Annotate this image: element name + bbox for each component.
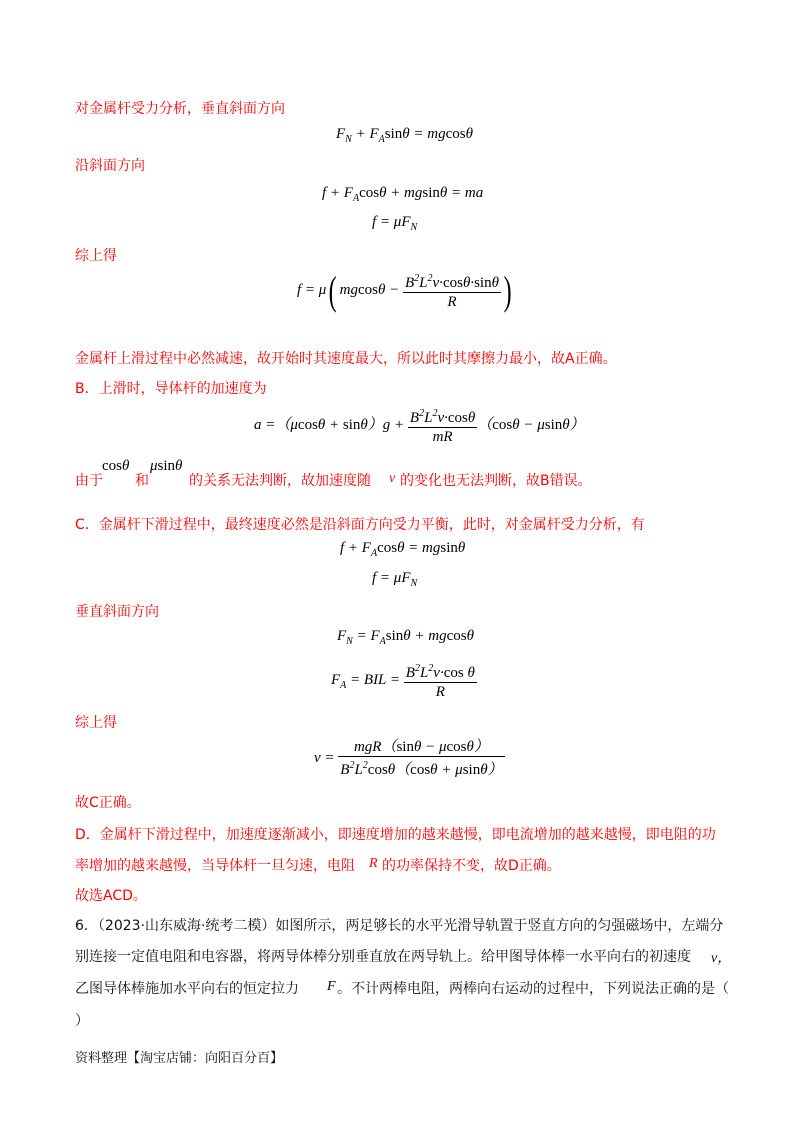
equation-acceleration: a =（μcosθ + sinθ）g + $\frac{B^2L^2v\cdot\cos\theta}{mR}$ （cosθ − μsinθ） xyxy=(254,405,585,446)
analysis-text-1: 对金属杆受力分析，垂直斜面方向 xyxy=(75,101,285,117)
analysis-text-4d: 的变化也无法判断，故B错误。 xyxy=(400,473,592,489)
analysis-text-2: 沿斜面方向 xyxy=(75,158,145,174)
var-v-initial: v， xyxy=(711,951,732,966)
question-6-line-2: 别连接一定值电阻和电容器，将两导体棒分别垂直放在两导轨上。给甲图导体棒一水平向右的初速度 xyxy=(75,949,691,965)
analysis-text-6: 综上得 xyxy=(75,715,117,731)
equation-balance: $f + F_A\cos\theta = mgsin\theta$ xyxy=(340,540,466,559)
final-answer: 故选ACD。 xyxy=(75,888,147,904)
question-6-line-3b: 。不计两棒电阻，两棒向右运动的过程中，下列说法正确的是（ xyxy=(337,981,729,997)
question-6-line-1: 6．（2023·山东威海·统考二模）如图所示，两足够长的水平光滑导轨置于竖直方向的匀强磁场中，左端分 xyxy=(75,918,724,934)
question-6-line-3a: 乙图导体棒施加水平向右的恒定拉力 xyxy=(75,981,299,997)
analysis-text-4c: 的关系无法判断，故加速度随 xyxy=(189,473,371,489)
option-c-text: C．金属杆下滑过程中，最终速度必然是沿斜面方向受力平衡，此时，对金属杆受力分析，有 xyxy=(75,517,645,533)
equation-normal-force-2: $F_N = F_A\sin\theta + mgcos\theta$ xyxy=(337,628,474,647)
equation-normal-force: $F_N + F_A\sin\theta = mgcos\theta$ xyxy=(336,126,473,145)
equation-along-slope: $f + F_A\cos\theta + mgsin\theta$ = ma xyxy=(322,185,484,204)
conclusion-c: 故C正确。 xyxy=(75,795,141,811)
footer-source: 资料整理【淘宝店铺：向阳百分百】 xyxy=(75,1051,284,1066)
option-d-text-2b: 的功率保持不变，故D正确。 xyxy=(382,858,561,874)
analysis-text-4a: 由于 xyxy=(75,473,103,489)
var-v: v xyxy=(389,471,396,486)
equation-friction-2: $f = \mu F_N$ xyxy=(372,570,418,589)
option-d-text-2a: 率增加的越来越慢，当导体杆一旦匀速，电阻 xyxy=(75,858,355,874)
equation-terminal-velocity: v = $\frac{\text{mgR（sinθ − μcosθ）}}{B^2L^2\cos\theta(\cos\theta + \mu\sin\theta)}$ xyxy=(314,739,503,778)
equation-friction-result: f = μ( mgcosθ − $\frac{B^2L^2v\cdot\cos\theta\cdot\sin\theta}{R}$ ) xyxy=(297,267,512,313)
var-f: F xyxy=(327,979,336,994)
option-b-text: B．上滑时，导体杆的加速度为 xyxy=(75,381,267,397)
term-mu-sin-theta: μsinθ xyxy=(150,458,183,474)
analysis-text-3: 综上得 xyxy=(75,248,117,264)
analysis-text-5: 垂直斜面方向 xyxy=(75,604,159,620)
var-r: R xyxy=(369,856,378,871)
term-cos-theta: cosθ xyxy=(102,458,130,474)
conclusion-a: 金属杆上滑过程中必然减速，故开始时其速度最大，所以此时其摩擦力最小，故A正确。 xyxy=(75,351,617,367)
option-d-text-1: D．金属杆下滑过程中，加速度逐渐减小，即速度增加的越来越慢，即电流增加的越来越慢，即电阻的功 xyxy=(75,827,716,843)
equation-friction: $f = \mu F_N$ xyxy=(372,214,418,233)
analysis-text-4b: 和 xyxy=(135,473,149,489)
equation-ampere-force: $F_A$ = BIL = $\frac{B^2L^2v\cdot\cos \theta}{R}$ xyxy=(331,660,477,701)
question-6-line-4: ） xyxy=(75,1013,89,1029)
